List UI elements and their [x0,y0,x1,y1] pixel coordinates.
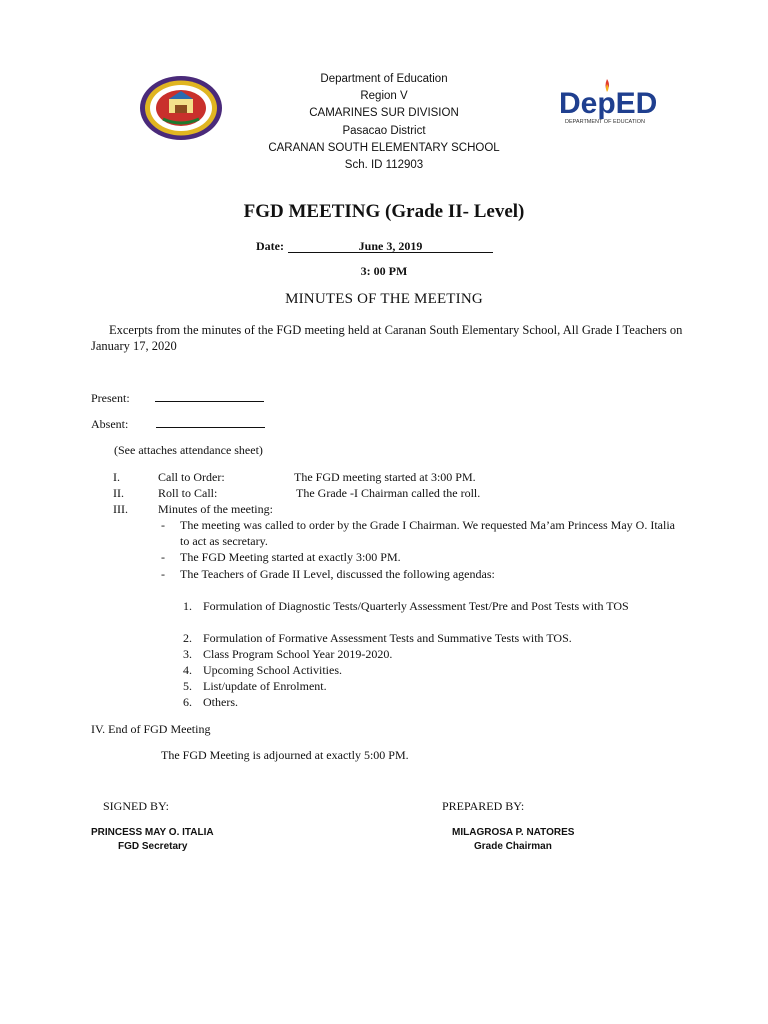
item-label: Roll to Call: [158,486,218,500]
bullet-item: The meeting was called to order by the Grade I Chairman. We requested Ma’am Princess May O. Italia to act as secretary. [180,518,675,548]
bullet-dash: - [161,518,165,532]
adjourn-text: The FGD Meeting is adjourned at exactly 5:00 PM. [161,748,409,762]
date-line [256,239,493,254]
bullet-dash: - [161,567,165,581]
agenda-item: Upcoming School Activities. [203,663,342,677]
present-blank [155,391,264,402]
letterhead-line-6: Sch. ID 112903 [344,159,424,172]
meeting-time: 3: 00 PM [360,264,408,278]
item-numeral: II. [113,486,124,500]
agenda-item: Class Program School Year 2019-2020. [203,647,393,661]
date-value: June 3, 2019 [288,240,493,253]
signer-name: PRINCESS MAY O. ITALIA [91,827,214,838]
attendance-note: (See attaches attendance sheet) [114,443,263,457]
agenda-item: Others. [203,695,238,709]
agenda-number: 3. [183,647,192,661]
letterhead [200,71,568,174]
letterhead-line-4: Pasacao District [342,124,426,137]
present-field [91,391,264,406]
absent-field [91,417,265,432]
signer-role: FGD Secretary [118,841,188,852]
letterhead-line-2: Region V [360,90,408,103]
letterhead-line-5: CARANAN SOUTH ELEMENTARY SCHOOL [268,141,500,154]
minutes-heading: MINUTES OF THE MEETING [285,291,483,307]
deped-logo [555,75,671,127]
prepared-by-label: PREPARED BY: [442,799,525,813]
preparer-role: Grade Chairman [474,841,552,852]
preparer-name: MILAGROSA P. NATORES [452,827,575,838]
item-label: Minutes of the meeting: [158,502,273,516]
bullet-item: The Teachers of Grade II Level, discussed the following agendas: [180,567,495,581]
absent-label: Absent: [91,417,129,431]
letterhead-line-1: Department of Education [320,73,448,85]
agenda-number: 5. [183,679,192,693]
agenda-item: List/update of Enrolment. [203,679,327,693]
deped-tagline: DEPARTMENT OF EDUCATION [565,119,645,125]
date-label: Date: [256,239,284,253]
excerpt-paragraph: Excerpts from the minutes of the FGD meeting held at Caranan South Elementary School, All Grade I Teachers on January 17, 2020 [91,323,683,353]
agenda-item: Formulation of Formative Assessment Tests and Summative Tests with TOS. [203,631,572,645]
bullet-item: The FGD Meeting started at exactly 3:00 PM. [180,550,401,564]
agenda-item: Formulation of Diagnostic Tests/Quarterly Assessment Test/Pre and Post Tests with TOS [203,599,629,613]
signed-by-label: SIGNED BY: [103,799,169,813]
agenda-number: 4. [183,663,192,677]
item-label: Call to Order: [158,470,225,484]
absent-blank [156,417,265,428]
deped-mark: DepED [559,87,658,120]
document-title: FGD MEETING (Grade II- Level) [243,201,525,222]
agenda-number: 1. [183,599,192,613]
end-heading: IV. End of FGD Meeting [91,722,211,736]
item-numeral: I. [113,470,120,484]
bullet-dash: - [161,550,165,564]
item-numeral: III. [113,502,128,516]
agenda-number: 6. [183,695,192,709]
item-text: The Grade -I Chairman called the roll. [296,486,481,500]
present-label: Present: [91,391,130,405]
item-text: The FGD meeting started at 3:00 PM. [294,470,476,484]
letterhead-line-3: CAMARINES SUR DIVISION [309,107,459,120]
agenda-number: 2. [183,631,192,645]
